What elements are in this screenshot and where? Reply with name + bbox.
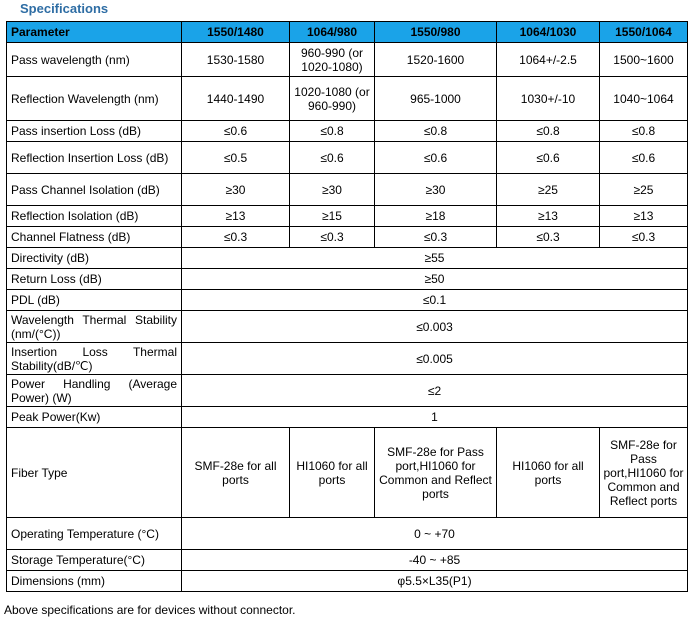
row-label: Operating Temperature (°C)	[7, 518, 182, 550]
table-row	[7, 269, 688, 290]
table-row	[7, 375, 688, 407]
table-row	[7, 227, 688, 248]
table-row	[7, 311, 688, 343]
table-cell: SMF-28e for all ports	[182, 428, 290, 518]
table-cell: ≤0.8	[497, 121, 600, 142]
table-cell: ≥25	[600, 174, 688, 206]
table-cell: ≥25	[497, 174, 600, 206]
row-label: Pass Channel Isolation (dB)	[7, 174, 182, 206]
table-row	[7, 428, 688, 518]
table-cell: 1440-1490	[182, 77, 290, 121]
table-cell: ≥13	[600, 206, 688, 227]
table-cell: ≥30	[375, 174, 497, 206]
column-header-parameter: Parameter	[7, 22, 182, 43]
table-cell: ≤0.003	[182, 311, 688, 343]
column-header: 1064/1030	[497, 22, 600, 43]
section-title: Specifications	[20, 1, 109, 16]
table-cell: ≤0.5	[182, 142, 290, 174]
table-cell: ≤0.3	[375, 227, 497, 248]
table-cell: ≤2	[182, 375, 688, 407]
table-cell: ≤0.6	[497, 142, 600, 174]
row-label: Reflection Insertion Loss (dB)	[7, 142, 182, 174]
column-header: 1550/980	[375, 22, 497, 43]
table-cell: 1	[182, 407, 688, 428]
table-cell: SMF-28e for Pass port,HI1060 for Common and Reflect ports	[600, 428, 688, 518]
row-label: PDL (dB)	[7, 290, 182, 311]
table-cell: HI1060 for all ports	[290, 428, 375, 518]
table-row	[7, 571, 688, 592]
row-label: Pass wavelength (nm)	[7, 43, 182, 77]
table-row	[7, 550, 688, 571]
row-label: Dimensions (mm)	[7, 571, 182, 592]
table-row	[7, 206, 688, 227]
row-label: Insertion Loss Thermal Stability(dB/℃)	[7, 343, 182, 375]
table-cell: 1500~1600	[600, 43, 688, 77]
table-cell: ≥13	[497, 206, 600, 227]
table-cell: ≤0.6	[182, 121, 290, 142]
table-row	[7, 142, 688, 174]
footnote: Above specifications are for devices without connector.	[4, 603, 296, 617]
table-cell: ≤0.6	[290, 142, 375, 174]
table-cell: 1064+/-2.5	[497, 43, 600, 77]
row-label: Storage Temperature(°C)	[7, 550, 182, 571]
row-label: Channel Flatness (dB)	[7, 227, 182, 248]
table-cell: ≤0.005	[182, 343, 688, 375]
row-label: Peak Power(Kw)	[7, 407, 182, 428]
table-cell: 960-990 (or 1020-1080)	[290, 43, 375, 77]
table-cell: 1020-1080 (or 960-990)	[290, 77, 375, 121]
table-cell: ≥18	[375, 206, 497, 227]
table-cell: ≤0.1	[182, 290, 688, 311]
table-row	[7, 43, 688, 77]
table-cell: 1040~1064	[600, 77, 688, 121]
table-cell: φ5.5×L35(P1)	[182, 571, 688, 592]
row-label: Wavelength Thermal Stability (nm/(°C))	[7, 311, 182, 343]
table-cell: ≤0.3	[497, 227, 600, 248]
table-cell: ≤0.6	[375, 142, 497, 174]
specifications-table	[6, 21, 688, 592]
table-row	[7, 407, 688, 428]
table-cell: ≥55	[182, 248, 688, 269]
table-row	[7, 77, 688, 121]
table-cell: ≤0.3	[182, 227, 290, 248]
table-cell: 1030+/-10	[497, 77, 600, 121]
table-row	[7, 121, 688, 142]
row-label: Return Loss (dB)	[7, 269, 182, 290]
row-label: Power Handling (Average Power) (W)	[7, 375, 182, 407]
table-cell: 1520-1600	[375, 43, 497, 77]
column-header: 1550/1480	[182, 22, 290, 43]
table-cell: ≤0.8	[290, 121, 375, 142]
row-label: Reflection Isolation (dB)	[7, 206, 182, 227]
table-row	[7, 290, 688, 311]
table-cell: ≥30	[182, 174, 290, 206]
table-cell: ≤0.3	[290, 227, 375, 248]
row-label: Pass insertion Loss (dB)	[7, 121, 182, 142]
table-cell: SMF-28e for Pass port,HI1060 for Common and Reflect ports	[375, 428, 497, 518]
table-cell: ≥30	[290, 174, 375, 206]
table-row	[7, 343, 688, 375]
row-label: Fiber Type	[7, 428, 182, 518]
column-header: 1550/1064	[600, 22, 688, 43]
table-cell: 1530-1580	[182, 43, 290, 77]
table-cell: HI1060 for all ports	[497, 428, 600, 518]
table-cell: 0 ~ +70	[182, 518, 688, 550]
table-cell: ≤0.3	[600, 227, 688, 248]
table-cell: 965-1000	[375, 77, 497, 121]
table-row	[7, 518, 688, 550]
row-label: Directivity (dB)	[7, 248, 182, 269]
table-cell: ≥50	[182, 269, 688, 290]
table-cell: ≥13	[182, 206, 290, 227]
table-row	[7, 174, 688, 206]
header-row	[7, 22, 688, 43]
table-cell: ≤0.8	[600, 121, 688, 142]
table-row	[7, 248, 688, 269]
row-label: Reflection Wavelength (nm)	[7, 77, 182, 121]
table-cell: ≤0.6	[600, 142, 688, 174]
table-cell: -40 ~ +85	[182, 550, 688, 571]
table-cell: ≥15	[290, 206, 375, 227]
table-cell: ≤0.8	[375, 121, 497, 142]
column-header: 1064/980	[290, 22, 375, 43]
